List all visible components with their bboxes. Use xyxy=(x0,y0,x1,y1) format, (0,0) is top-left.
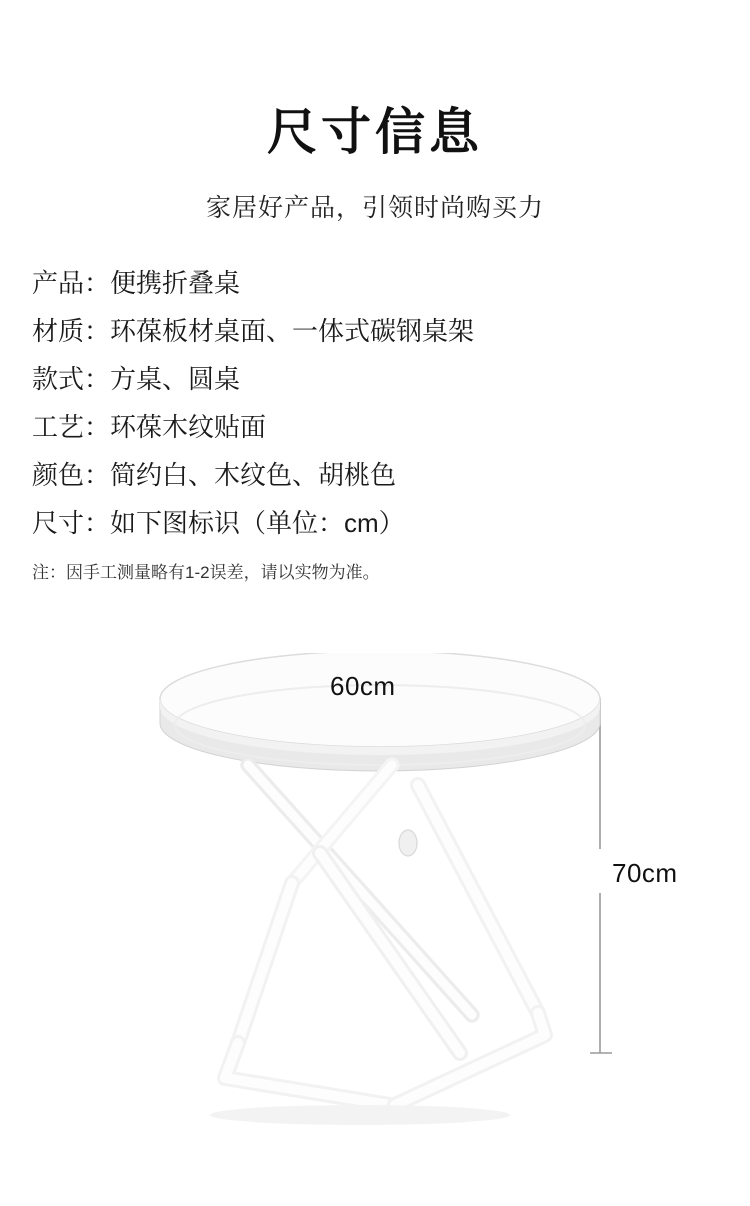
spec-row xyxy=(32,510,750,536)
spec-key: 颜色： xyxy=(32,460,111,490)
height-dimension-label: 70cm xyxy=(612,858,678,888)
page-subtitle: 家居好产品，引领时尚购买力 xyxy=(205,194,544,222)
width-dimension-label: 60cm xyxy=(330,671,396,701)
spec-value: 便携折叠桌 xyxy=(110,268,241,298)
spec-row xyxy=(32,462,750,488)
spec-row xyxy=(32,270,750,296)
spec-key: 工艺： xyxy=(32,412,111,442)
hinge-pivot xyxy=(399,830,417,856)
spec-row xyxy=(32,318,750,344)
page-title: 尺寸信息 xyxy=(267,104,483,160)
spec-row xyxy=(32,414,750,440)
folding-table-illustration xyxy=(0,653,750,1173)
spec-key: 产品： xyxy=(32,268,111,298)
spec-list xyxy=(0,270,750,536)
height-dimension-line xyxy=(590,698,612,1053)
spec-value: 环葆木纹贴面 xyxy=(110,412,267,442)
measurement-note: 注：因手工测量略有1-2误差，请以实物为准。 xyxy=(32,563,380,582)
spec-value: 环葆板材桌面、一体式碳钢桌架 xyxy=(110,316,475,346)
spec-row xyxy=(32,366,750,392)
spec-key: 尺寸： xyxy=(32,508,111,538)
spec-value: 方桌、圆桌 xyxy=(110,364,241,394)
spec-key: 款式： xyxy=(32,364,111,394)
spec-value: 如下图标识（单位：cm） xyxy=(110,508,405,538)
table-leg-frame xyxy=(225,765,545,1105)
spec-value: 简约白、木纹色、胡桃色 xyxy=(110,460,397,490)
product-figure xyxy=(0,653,750,1173)
spec-key: 材质： xyxy=(32,316,111,346)
floor-shadow xyxy=(210,1105,510,1125)
